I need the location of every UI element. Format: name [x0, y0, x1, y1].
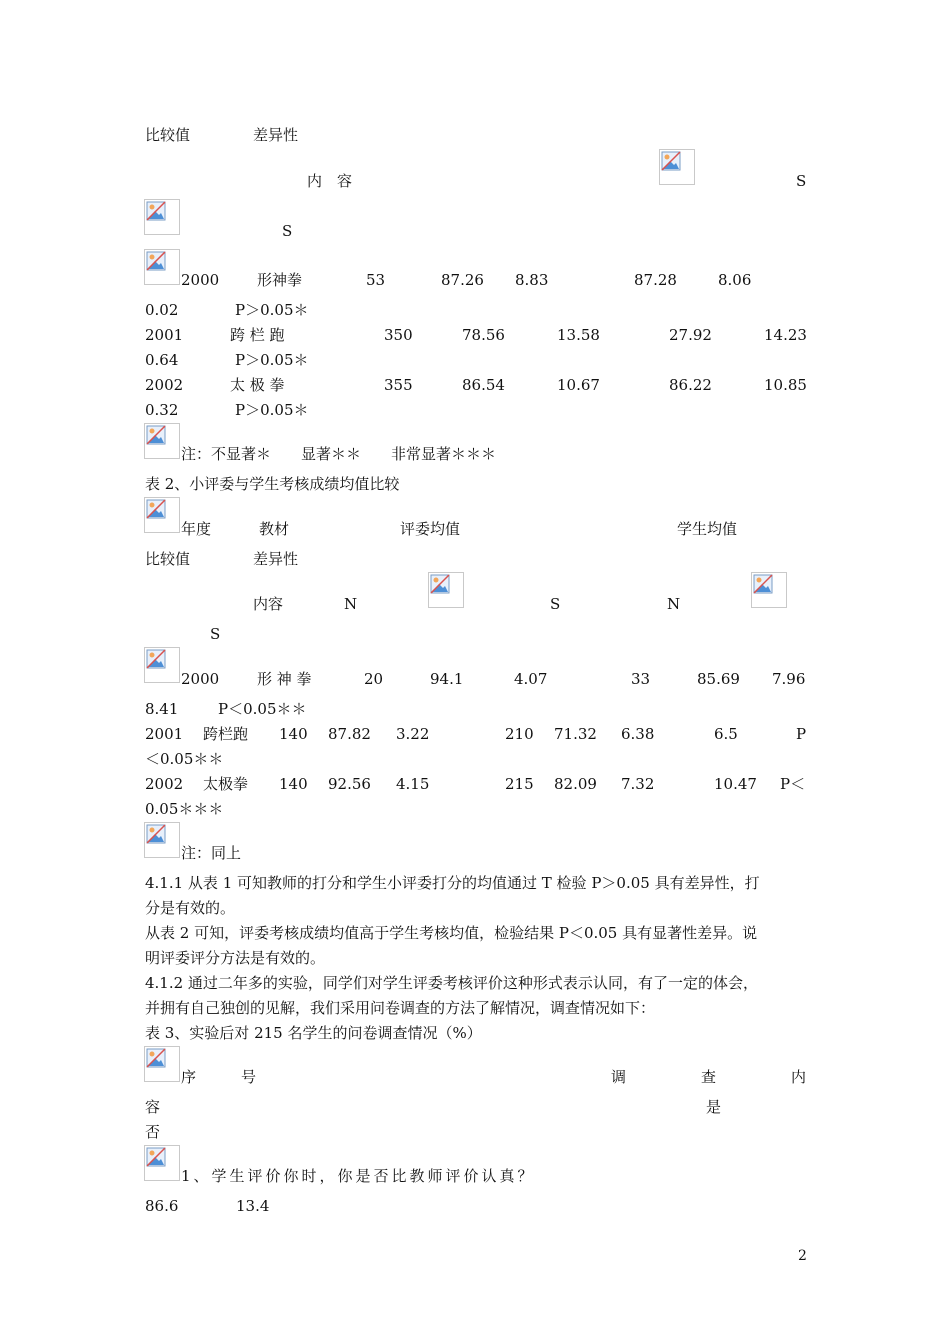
t3-header-c2: 查 [701, 1068, 717, 1086]
table-cell: 85.69 [697, 670, 740, 688]
t2-header-n1: N [344, 595, 358, 613]
table-cell: 355 [384, 376, 413, 394]
table-cell: 94.1 [430, 670, 464, 688]
table-cell: 78.56 [462, 326, 505, 344]
table-cell: 86.22 [669, 376, 712, 394]
table-cell: 0.05＊＊＊ [145, 800, 224, 818]
table-cell: 7.96 [772, 670, 806, 688]
t2-header-s1: S [550, 595, 561, 613]
table-cell: 6.5 [714, 725, 738, 743]
table-cell: 215 [505, 775, 534, 793]
broken-image-icon [144, 497, 180, 533]
table-cell: 太极拳 [203, 775, 249, 793]
table-cell: 4.15 [396, 775, 430, 793]
table-cell: 0.64 [145, 351, 179, 369]
table-cell: 8.06 [718, 271, 752, 289]
t2-header-compare: 比较值 [145, 550, 191, 568]
t2-header-n2: N [667, 595, 681, 613]
t1-header-compare: 比较值 [145, 126, 191, 144]
table-cell: 形神拳 [257, 271, 303, 289]
t1-header-diff: 差异性 [253, 126, 299, 144]
t3-header-seq: 序 号 [181, 1068, 257, 1086]
table-cell: 87.28 [634, 271, 677, 289]
t2-header-judge-mean: 评委均值 [400, 520, 461, 538]
paragraph-line: 分是有效的。 [145, 899, 236, 917]
table-cell: P＞0.05＊ [235, 401, 309, 419]
table-cell: 87.82 [328, 725, 371, 743]
table-cell: 92.56 [328, 775, 371, 793]
t2-header-s2: S [210, 625, 221, 643]
t2-title: 表 2、小评委与学生考核成绩均值比较 [145, 475, 400, 493]
table-cell: 33 [631, 670, 651, 688]
t3-header-c3: 内 [791, 1068, 807, 1086]
table-cell: 跨 栏 跑 [230, 326, 285, 344]
t3-header-c4: 容 [145, 1098, 161, 1116]
table-cell: 8.83 [515, 271, 549, 289]
t2-header-student-mean: 学生均值 [677, 520, 738, 538]
broken-image-icon [144, 199, 180, 235]
table-cell: 2001 [145, 725, 184, 743]
broken-image-icon [751, 572, 787, 608]
t3-header-yes: 是 [706, 1098, 722, 1116]
paragraph-line: 4.1.1 从表 1 可知教师的打分和学生小评委打分的均值通过 T 检验 P＞0.05 具有差异性，打 [145, 874, 760, 892]
table-cell: 0.02 [145, 301, 179, 319]
t3-header-no: 否 [145, 1123, 161, 1141]
table-cell: 20 [364, 670, 384, 688]
broken-image-icon [659, 149, 695, 185]
paragraph-line: 从表 2 可知，评委考核成绩均值高于学生考核均值，检验结果 P＜0.05 具有显著性差异。说 [145, 924, 758, 942]
table-cell: 86.54 [462, 376, 505, 394]
table-cell: 3.22 [396, 725, 430, 743]
broken-image-icon [144, 249, 180, 285]
broken-image-icon [144, 1046, 180, 1082]
t2-header-year: 年度 [181, 520, 212, 538]
table-cell: 140 [279, 725, 308, 743]
t1-note: 注：不显著＊ 显著＊＊ 非常显著＊＊＊ [181, 445, 497, 463]
table-cell: 87.26 [441, 271, 484, 289]
t2-note: 注：同上 [181, 844, 242, 862]
t3-q1-yes: 86.6 [145, 1197, 179, 1215]
t3-q1-text: 1、学生评价你时，你是否比教师评价认真？ [181, 1167, 536, 1185]
table-cell: 27.92 [669, 326, 712, 344]
page-number: 2 [798, 1248, 807, 1264]
table-cell: 350 [384, 326, 413, 344]
table-cell: 2002 [145, 775, 184, 793]
table-cell: P＜ [780, 775, 806, 793]
broken-image-icon [428, 572, 464, 608]
table-cell: 4.07 [514, 670, 548, 688]
table-cell: 8.41 [145, 700, 179, 718]
table-cell: 82.09 [554, 775, 597, 793]
t2-header-diff: 差异性 [253, 550, 299, 568]
broken-image-icon [144, 1145, 180, 1181]
broken-image-icon [144, 423, 180, 459]
t1-header-content: 内 容 [307, 172, 353, 190]
table-cell: 10.47 [714, 775, 757, 793]
paragraph-line: 明评委评分方法是有效的。 [145, 949, 326, 967]
table-cell: ＜0.05＊＊ [145, 750, 224, 768]
t3-header-c1: 调 [611, 1068, 627, 1086]
table-cell: 7.32 [621, 775, 655, 793]
paragraph-line: 并拥有自己独创的见解，我们采用问卷调查的方法了解情况，调查情况如下： [145, 999, 656, 1017]
t3-q1-no: 13.4 [236, 1197, 270, 1215]
table-cell: P＜0.05＊＊ [218, 700, 307, 718]
table-cell: 210 [505, 725, 534, 743]
t3-title: 表 3、实验后对 215 名学生的问卷调查情况（%） [145, 1024, 482, 1042]
table-cell: P＞0.05＊ [235, 351, 309, 369]
table-cell: 6.38 [621, 725, 655, 743]
table-cell: 2002 [145, 376, 184, 394]
t1-header-s2: S [282, 222, 293, 240]
table-cell: 140 [279, 775, 308, 793]
table-cell: 跨栏跑 [203, 725, 249, 743]
broken-image-icon [144, 647, 180, 683]
table-cell: 13.58 [557, 326, 600, 344]
table-cell: P＞0.05＊ [235, 301, 309, 319]
table-cell: 14.23 [764, 326, 807, 344]
t2-header-material: 教材 [259, 520, 290, 538]
table-cell: 形 神 拳 [257, 670, 312, 688]
table-cell: 2000 [181, 271, 220, 289]
broken-image-icon [144, 822, 180, 858]
table-cell: 10.85 [764, 376, 807, 394]
table-cell: P [796, 725, 807, 743]
table-cell: 0.32 [145, 401, 179, 419]
t2-header-content: 内容 [253, 595, 284, 613]
table-cell: 太 极 拳 [230, 376, 285, 394]
table-cell: 71.32 [554, 725, 597, 743]
t1-header-s1: S [796, 172, 807, 190]
table-cell: 10.67 [557, 376, 600, 394]
table-cell: 2000 [181, 670, 220, 688]
table-cell: 2001 [145, 326, 184, 344]
paragraph-line: 4.1.2 通过二年多的实验，同学们对学生评委考核评价这种形式表示认同，有了一定的体会， [145, 974, 758, 992]
table-cell: 53 [366, 271, 386, 289]
